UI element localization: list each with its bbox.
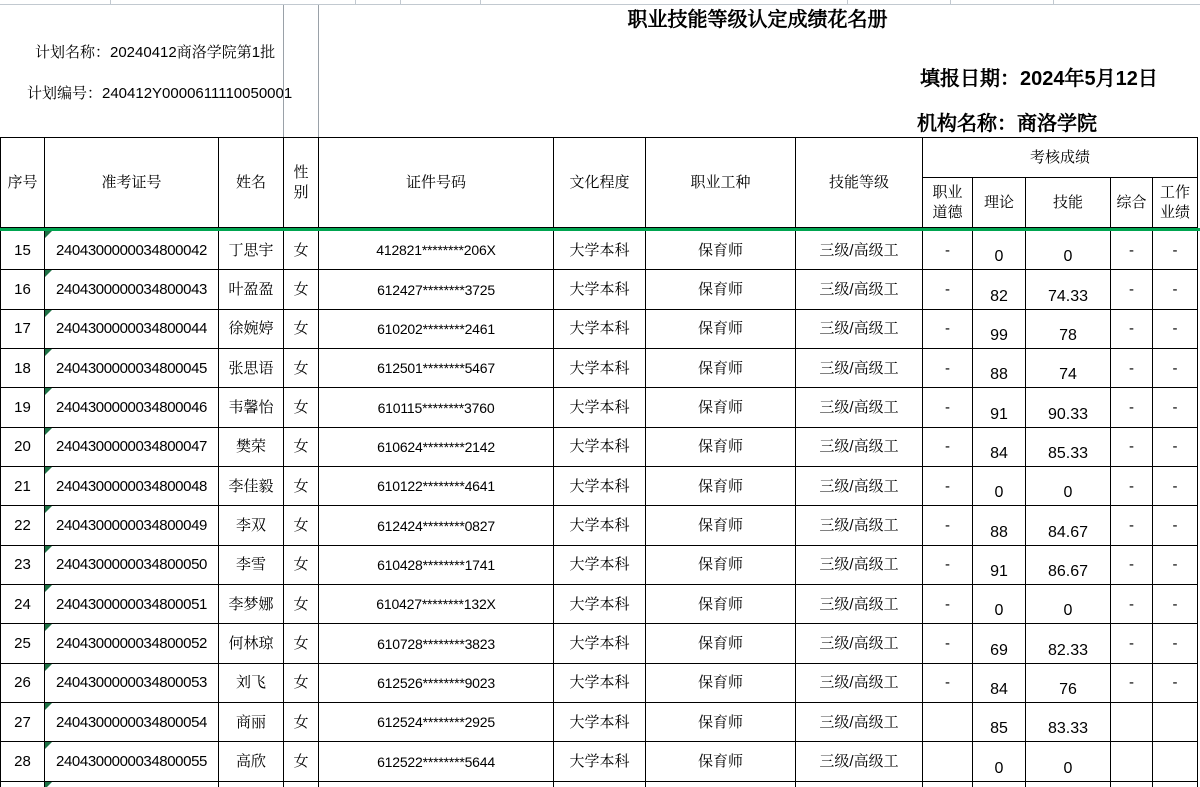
- header-skill[interactable]: 技能: [1026, 178, 1111, 228]
- header-skill-level[interactable]: 技能等级: [796, 138, 923, 228]
- cell-occupation[interactable]: 保育师: [646, 585, 796, 624]
- cell-education[interactable]: 大学本科: [554, 585, 646, 624]
- cell-ethics-score[interactable]: [923, 703, 973, 742]
- cell-skill-score[interactable]: 78: [1026, 310, 1111, 349]
- table-row: [1, 428, 1198, 467]
- cell-seq[interactable]: 18: [1, 349, 45, 388]
- table-row: [1, 664, 1198, 703]
- cell-comprehensive-score[interactable]: -: [1111, 270, 1153, 309]
- cell-ethics-score[interactable]: -: [923, 310, 973, 349]
- freeze-pane-line: [0, 228, 1200, 231]
- cell-work-perf-score[interactable]: -: [1153, 231, 1198, 270]
- cell-name[interactable]: 徐婉婷: [219, 310, 284, 349]
- cell-theory-score[interactable]: 69: [973, 624, 1026, 663]
- cell-skill-level[interactable]: 三级/高级工: [796, 388, 923, 427]
- cell-ethics-score[interactable]: [923, 742, 973, 781]
- cell-skill-score[interactable]: 84.67: [1026, 506, 1111, 545]
- corner-flag-icon: [45, 467, 52, 474]
- corner-flag-icon: [45, 428, 52, 435]
- cell-education[interactable]: 大学本科: [554, 270, 646, 309]
- corner-flag-icon: [45, 546, 52, 553]
- cell-work-perf-score[interactable]: -: [1153, 270, 1198, 309]
- cell-comprehensive-score[interactable]: -: [1111, 585, 1153, 624]
- cell-education[interactable]: 大学本科: [554, 506, 646, 545]
- report-date[interactable]: 填报日期：2024年5月12日: [920, 68, 1158, 90]
- cell-education[interactable]: 大学本科: [554, 231, 646, 270]
- table-row: [1, 467, 1198, 506]
- cell-theory-score[interactable]: 99: [973, 310, 1026, 349]
- cell-skill-level[interactable]: 三级/高级工: [796, 428, 923, 467]
- table-row: [1, 546, 1198, 585]
- cell-id-number[interactable]: 610728********3823: [319, 624, 554, 663]
- corner-flag-icon: [45, 782, 52, 787]
- header-seq[interactable]: 序号: [1, 138, 45, 228]
- cell-ethics-score[interactable]: -: [923, 428, 973, 467]
- cell-seq[interactable]: 15: [1, 231, 45, 270]
- cell-theory-score[interactable]: 84: [973, 664, 1026, 703]
- cell-skill-score[interactable]: 0: [1026, 742, 1111, 781]
- table-row: [1, 506, 1198, 545]
- partial-next-row: [1, 782, 1198, 787]
- roster-table: [0, 137, 1198, 787]
- header-work-perf[interactable]: 工作业绩: [1153, 178, 1198, 228]
- partial-cell: [1111, 782, 1153, 787]
- cell-gender[interactable]: 女: [284, 624, 319, 663]
- plan-name-cell[interactable]: 计划名称：20240412商洛学院第1批: [35, 44, 276, 61]
- header-score-group[interactable]: 考核成绩: [923, 138, 1198, 178]
- corner-flag-icon: [45, 388, 52, 395]
- org-name[interactable]: 机构名称：商洛学院: [917, 113, 1097, 135]
- cell-skill-level[interactable]: 三级/高级工: [796, 231, 923, 270]
- cell-skill-level[interactable]: 三级/高级工: [796, 310, 923, 349]
- cell-gender[interactable]: 女: [284, 742, 319, 781]
- cell-comprehensive-score[interactable]: -: [1111, 546, 1153, 585]
- cell-ethics-score[interactable]: -: [923, 231, 973, 270]
- cell-ticket[interactable]: 2404300000034800053: [45, 664, 219, 703]
- cell-theory-score[interactable]: 88: [973, 506, 1026, 545]
- cell-work-perf-score[interactable]: -: [1153, 506, 1198, 545]
- cell-gender[interactable]: 女: [284, 585, 319, 624]
- header-theory[interactable]: 理论: [973, 178, 1026, 228]
- cell-name[interactable]: 李梦娜: [219, 585, 284, 624]
- cell-name[interactable]: 李佳毅: [219, 467, 284, 506]
- cell-gender[interactable]: 女: [284, 388, 319, 427]
- cell-ethics-score[interactable]: -: [923, 664, 973, 703]
- cell-gender[interactable]: 女: [284, 506, 319, 545]
- cell-comprehensive-score[interactable]: [1111, 742, 1153, 781]
- cell-seq[interactable]: 21: [1, 467, 45, 506]
- table-row: [1, 624, 1198, 663]
- cell-ticket[interactable]: 2404300000034800051: [45, 585, 219, 624]
- cell-name[interactable]: 商丽: [219, 703, 284, 742]
- cell-gender[interactable]: 女: [284, 546, 319, 585]
- cell-occupation[interactable]: 保育师: [646, 428, 796, 467]
- cell-seq[interactable]: 23: [1, 546, 45, 585]
- cell-ethics-score[interactable]: -: [923, 349, 973, 388]
- cell-work-perf-score[interactable]: -: [1153, 428, 1198, 467]
- table-row: [1, 742, 1198, 781]
- cell-gender[interactable]: 女: [284, 664, 319, 703]
- cell-theory-score[interactable]: 0: [973, 585, 1026, 624]
- corner-flag-icon: [45, 664, 52, 671]
- partial-cell: [1153, 782, 1198, 787]
- cell-name[interactable]: 樊荣: [219, 428, 284, 467]
- cell-work-perf-score[interactable]: -: [1153, 467, 1198, 506]
- cell-seq[interactable]: 24: [1, 585, 45, 624]
- cell-skill-score[interactable]: 86.67: [1026, 546, 1111, 585]
- cell-id-number[interactable]: 612427********3725: [319, 270, 554, 309]
- header-id-number[interactable]: 证件号码: [319, 138, 554, 228]
- cell-gender[interactable]: 女: [284, 428, 319, 467]
- header-gridline: [283, 5, 284, 137]
- cell-skill-score[interactable]: 74.33: [1026, 270, 1111, 309]
- cell-skill-score[interactable]: 85.33: [1026, 428, 1111, 467]
- cell-ticket[interactable]: 2404300000034800049: [45, 506, 219, 545]
- cell-seq[interactable]: 20: [1, 428, 45, 467]
- cell-comprehensive-score[interactable]: -: [1111, 349, 1153, 388]
- table-row: [1, 349, 1198, 388]
- cell-ticket[interactable]: 2404300000034800043: [45, 270, 219, 309]
- cell-gender[interactable]: 女: [284, 310, 319, 349]
- cell-ticket[interactable]: 2404300000034800050: [45, 546, 219, 585]
- cell-skill-level[interactable]: 三级/高级工: [796, 585, 923, 624]
- cell-occupation[interactable]: 保育师: [646, 349, 796, 388]
- gridline-stub: [110, 0, 111, 4]
- cell-occupation[interactable]: 保育师: [646, 388, 796, 427]
- partial-cell: [219, 782, 284, 787]
- cell-ticket[interactable]: 2404300000034800048: [45, 467, 219, 506]
- cell-education[interactable]: 大学本科: [554, 428, 646, 467]
- cell-comprehensive-score[interactable]: -: [1111, 664, 1153, 703]
- cell-skill-score[interactable]: 74: [1026, 349, 1111, 388]
- cell-seq[interactable]: 25: [1, 624, 45, 663]
- header-ethics[interactable]: 职业道德: [923, 178, 973, 228]
- cell-ethics-score[interactable]: -: [923, 624, 973, 663]
- cell-name[interactable]: 何林琼: [219, 624, 284, 663]
- cell-theory-score[interactable]: 0: [973, 231, 1026, 270]
- cell-skill-level[interactable]: 三级/高级工: [796, 546, 923, 585]
- partial-cell: [319, 782, 554, 787]
- cell-skill-level[interactable]: 三级/高级工: [796, 467, 923, 506]
- corner-flag-icon: [45, 585, 52, 592]
- cell-name[interactable]: 李双: [219, 506, 284, 545]
- cell-occupation[interactable]: 保育师: [646, 270, 796, 309]
- cell-theory-score[interactable]: 91: [973, 546, 1026, 585]
- cell-seq[interactable]: 19: [1, 388, 45, 427]
- cell-ticket[interactable]: 2404300000034800046: [45, 388, 219, 427]
- cell-theory-score[interactable]: 85: [973, 703, 1026, 742]
- cell-skill-level[interactable]: 三级/高级工: [796, 703, 923, 742]
- cell-skill-level[interactable]: 三级/高级工: [796, 664, 923, 703]
- cell-id-number[interactable]: 610428********1741: [319, 546, 554, 585]
- cell-education[interactable]: 大学本科: [554, 546, 646, 585]
- table-row: [1, 388, 1198, 427]
- partial-cell: [796, 782, 923, 787]
- cell-occupation[interactable]: 保育师: [646, 506, 796, 545]
- cell-gender[interactable]: 女: [284, 231, 319, 270]
- cell-theory-score[interactable]: 82: [973, 270, 1026, 309]
- cell-name[interactable]: 刘飞: [219, 664, 284, 703]
- cell-seq[interactable]: 28: [1, 742, 45, 781]
- cell-name[interactable]: 高欣: [219, 742, 284, 781]
- cell-work-perf-score[interactable]: -: [1153, 546, 1198, 585]
- cell-theory-score[interactable]: 0: [973, 467, 1026, 506]
- cell-seq[interactable]: 17: [1, 310, 45, 349]
- cell-name[interactable]: 李雪: [219, 546, 284, 585]
- cell-skill-score[interactable]: 0: [1026, 231, 1111, 270]
- header-ticket[interactable]: 准考证号: [45, 138, 219, 228]
- cell-skill-level[interactable]: 三级/高级工: [796, 349, 923, 388]
- cell-ticket[interactable]: 2404300000034800042: [45, 231, 219, 270]
- table-row: [1, 270, 1198, 309]
- corner-flag-icon: [45, 624, 52, 631]
- plan-code-cell[interactable]: 计划编号：240412Y0000611110050001: [27, 85, 293, 102]
- cell-occupation[interactable]: 保育师: [646, 310, 796, 349]
- cell-occupation[interactable]: 保育师: [646, 546, 796, 585]
- cell-id-number[interactable]: 610202********2461: [319, 310, 554, 349]
- cell-skill-score[interactable]: 83.33: [1026, 703, 1111, 742]
- cell-id-number[interactable]: 610427********132X: [319, 585, 554, 624]
- cell-skill-level[interactable]: 三级/高级工: [796, 270, 923, 309]
- cell-work-perf-score[interactable]: -: [1153, 349, 1198, 388]
- cell-id-number[interactable]: 612501********5467: [319, 349, 554, 388]
- cell-work-perf-score[interactable]: [1153, 703, 1198, 742]
- cell-skill-level[interactable]: 三级/高级工: [796, 742, 923, 781]
- corner-flag-icon: [45, 703, 52, 710]
- cell-work-perf-score[interactable]: -: [1153, 310, 1198, 349]
- cell-education[interactable]: 大学本科: [554, 703, 646, 742]
- cell-skill-score[interactable]: 0: [1026, 585, 1111, 624]
- cell-id-number[interactable]: 612524********2925: [319, 703, 554, 742]
- cell-ethics-score[interactable]: -: [923, 467, 973, 506]
- cell-comprehensive-score[interactable]: -: [1111, 624, 1153, 663]
- cell-ticket[interactable]: 2404300000034800045: [45, 349, 219, 388]
- corner-flag-icon: [45, 506, 52, 513]
- cell-work-perf-score[interactable]: -: [1153, 388, 1198, 427]
- cell-occupation[interactable]: 保育师: [646, 703, 796, 742]
- cell-seq[interactable]: 26: [1, 664, 45, 703]
- table-header: [1, 138, 1198, 228]
- cell-gender[interactable]: 女: [284, 703, 319, 742]
- cell-id-number[interactable]: 612526********9023: [319, 664, 554, 703]
- cell-skill-score[interactable]: 82.33: [1026, 624, 1111, 663]
- partial-cell: [554, 782, 646, 787]
- table-row: [1, 310, 1198, 349]
- cell-ethics-score[interactable]: -: [923, 506, 973, 545]
- header-occupation[interactable]: 职业工种: [646, 138, 796, 228]
- cell-gender[interactable]: 女: [284, 467, 319, 506]
- cell-skill-level[interactable]: 三级/高级工: [796, 624, 923, 663]
- cell-ethics-score[interactable]: -: [923, 546, 973, 585]
- header-name[interactable]: 姓名: [219, 138, 284, 228]
- cell-skill-score[interactable]: 90.33: [1026, 388, 1111, 427]
- cell-theory-score[interactable]: 0: [973, 742, 1026, 781]
- partial-cell: [923, 782, 973, 787]
- cell-id-number[interactable]: 612522********5644: [319, 742, 554, 781]
- partial-cell: [45, 782, 219, 787]
- cell-education[interactable]: 大学本科: [554, 349, 646, 388]
- partial-cell: [1, 782, 45, 787]
- table-row: [1, 585, 1198, 624]
- cell-comprehensive-score[interactable]: -: [1111, 506, 1153, 545]
- corner-flag-icon: [45, 310, 52, 317]
- cell-name[interactable]: 张思语: [219, 349, 284, 388]
- partial-cell: [284, 782, 319, 787]
- cell-comprehensive-score[interactable]: -: [1111, 388, 1153, 427]
- cell-skill-score[interactable]: 76: [1026, 664, 1111, 703]
- cell-comprehensive-score[interactable]: -: [1111, 428, 1153, 467]
- cell-education[interactable]: 大学本科: [554, 624, 646, 663]
- table-row: [1, 703, 1198, 742]
- cell-occupation[interactable]: 保育师: [646, 624, 796, 663]
- cell-gender[interactable]: 女: [284, 270, 319, 309]
- cell-education[interactable]: 大学本科: [554, 467, 646, 506]
- cell-seq[interactable]: 22: [1, 506, 45, 545]
- cell-ethics-score[interactable]: -: [923, 585, 973, 624]
- table-row: [1, 231, 1198, 270]
- header-gender[interactable]: 性别: [284, 138, 319, 228]
- table-body: [1, 231, 1198, 782]
- cell-comprehensive-score[interactable]: -: [1111, 231, 1153, 270]
- cell-skill-score[interactable]: 0: [1026, 467, 1111, 506]
- cell-ticket[interactable]: 2404300000034800055: [45, 742, 219, 781]
- corner-flag-icon: [45, 270, 52, 277]
- cell-skill-level[interactable]: 三级/高级工: [796, 506, 923, 545]
- cell-comprehensive-score[interactable]: [1111, 703, 1153, 742]
- cell-seq[interactable]: 27: [1, 703, 45, 742]
- cell-theory-score[interactable]: 88: [973, 349, 1026, 388]
- cell-occupation[interactable]: 保育师: [646, 742, 796, 781]
- cell-work-perf-score[interactable]: [1153, 742, 1198, 781]
- cell-theory-score[interactable]: 91: [973, 388, 1026, 427]
- cell-id-number[interactable]: 412821********206X: [319, 231, 554, 270]
- cell-ticket[interactable]: 2404300000034800044: [45, 310, 219, 349]
- cell-id-number[interactable]: 612424********0827: [319, 506, 554, 545]
- cell-education[interactable]: 大学本科: [554, 742, 646, 781]
- cell-name[interactable]: 丁思宇: [219, 231, 284, 270]
- corner-flag-icon: [45, 231, 52, 238]
- cell-occupation[interactable]: 保育师: [646, 467, 796, 506]
- cell-gender[interactable]: 女: [284, 349, 319, 388]
- cell-education[interactable]: 大学本科: [554, 310, 646, 349]
- corner-flag-icon: [45, 742, 52, 749]
- cell-theory-score[interactable]: 84: [973, 428, 1026, 467]
- cell-education[interactable]: 大学本科: [554, 664, 646, 703]
- partial-cell: [973, 782, 1026, 787]
- cell-occupation[interactable]: 保育师: [646, 664, 796, 703]
- header-education[interactable]: 文化程度: [554, 138, 646, 228]
- cell-ethics-score[interactable]: -: [923, 388, 973, 427]
- cell-ethics-score[interactable]: -: [923, 270, 973, 309]
- cell-work-perf-score[interactable]: -: [1153, 585, 1198, 624]
- cell-ticket[interactable]: 2404300000034800047: [45, 428, 219, 467]
- header-comprehensive[interactable]: 综合: [1111, 178, 1153, 228]
- partial-cell: [1026, 782, 1111, 787]
- cell-id-number[interactable]: 610115********3760: [319, 388, 554, 427]
- cell-work-perf-score[interactable]: -: [1153, 624, 1198, 663]
- cell-education[interactable]: 大学本科: [554, 388, 646, 427]
- cell-ticket[interactable]: 2404300000034800054: [45, 703, 219, 742]
- cell-id-number[interactable]: 610122********4641: [319, 467, 554, 506]
- cell-comprehensive-score[interactable]: -: [1111, 467, 1153, 506]
- cell-ticket[interactable]: 2404300000034800052: [45, 624, 219, 663]
- cell-occupation[interactable]: 保育师: [646, 231, 796, 270]
- partial-cell: [646, 782, 796, 787]
- cell-work-perf-score[interactable]: -: [1153, 664, 1198, 703]
- cell-seq[interactable]: 16: [1, 270, 45, 309]
- cell-name[interactable]: 叶盈盈: [219, 270, 284, 309]
- page-title[interactable]: 职业技能等级认定成绩花名册: [627, 9, 888, 31]
- cell-comprehensive-score[interactable]: -: [1111, 310, 1153, 349]
- corner-flag-icon: [45, 349, 52, 356]
- cell-id-number[interactable]: 610624********2142: [319, 428, 554, 467]
- cell-name[interactable]: 韦馨怡: [219, 388, 284, 427]
